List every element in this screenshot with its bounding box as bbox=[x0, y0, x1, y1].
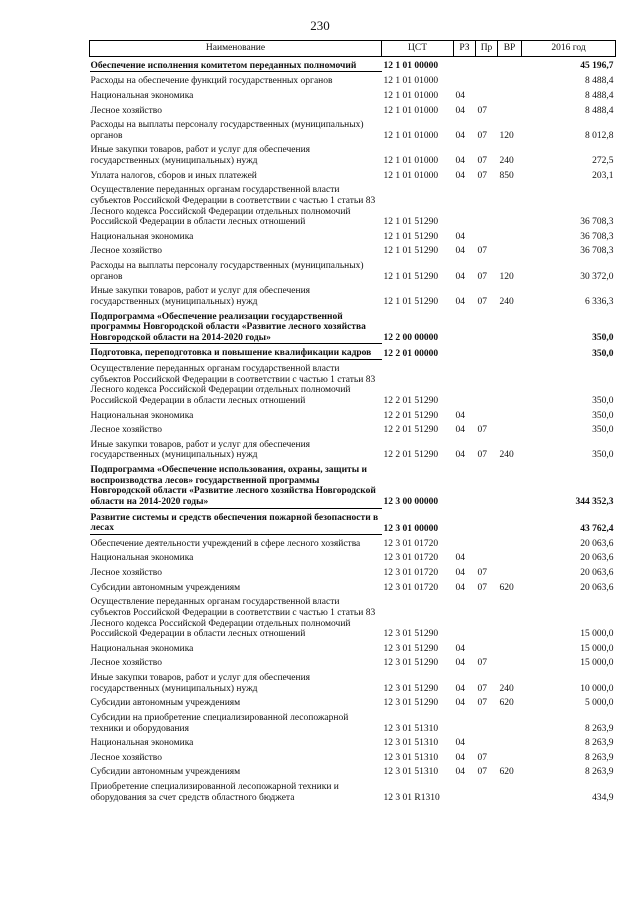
table-row bbox=[90, 87, 616, 102]
row-sum: 5 000,0 bbox=[585, 698, 614, 709]
row-name: Лесное хозяйство bbox=[90, 752, 162, 763]
row-pr: 07 bbox=[477, 568, 487, 578]
row-rz bbox=[454, 56, 476, 72]
row-rz: 04 bbox=[455, 170, 465, 181]
row-pr: 07 bbox=[477, 425, 487, 436]
table-row bbox=[90, 593, 616, 640]
row-vr: 850 bbox=[499, 170, 514, 181]
row-name: Развитие системы и средств обеспечения пожарной безопасности в лесах bbox=[90, 508, 382, 534]
row-rz: 04 bbox=[455, 767, 465, 778]
row-pr bbox=[476, 72, 498, 87]
row-rz: 04 bbox=[455, 296, 465, 307]
table-row bbox=[90, 141, 616, 166]
row-vr bbox=[498, 508, 522, 534]
row-vr bbox=[498, 709, 522, 734]
row-name: Национальная экономика bbox=[90, 231, 194, 242]
row-cst: 12 1 01 01000 bbox=[383, 76, 439, 87]
table-row bbox=[90, 564, 616, 579]
row-cst: 12 3 01 51290 bbox=[383, 643, 439, 654]
row-pr: 07 bbox=[477, 698, 487, 709]
header-vr: ВР bbox=[498, 41, 522, 57]
table-row bbox=[90, 534, 616, 549]
row-cst: 12 1 01 01000 bbox=[383, 105, 439, 116]
table-row bbox=[90, 72, 616, 87]
row-vr bbox=[498, 593, 522, 640]
row-rz bbox=[454, 778, 476, 803]
row-vr bbox=[498, 228, 522, 243]
row-pr bbox=[476, 549, 498, 564]
table-row bbox=[90, 669, 616, 694]
row-pr bbox=[476, 709, 498, 734]
row-name: Уплата налогов, сборов и иных платежей bbox=[90, 170, 257, 181]
row-vr bbox=[498, 534, 522, 549]
row-name: Национальная экономика bbox=[90, 553, 194, 564]
row-rz bbox=[454, 461, 476, 508]
row-rz: 04 bbox=[455, 231, 465, 242]
row-pr bbox=[476, 534, 498, 549]
table-row bbox=[90, 360, 616, 407]
row-rz: 04 bbox=[455, 698, 465, 709]
page-number: 230 bbox=[310, 18, 330, 33]
row-pr: 07 bbox=[477, 170, 487, 181]
row-cst: 12 3 01 51290 bbox=[383, 698, 439, 709]
header-sum: 2016 год bbox=[522, 41, 616, 57]
row-name: Субсидии на приобретение специализированной лесопожарной техники и оборудования bbox=[90, 712, 349, 734]
row-sum: 8 263,9 bbox=[585, 767, 614, 778]
row-rz bbox=[454, 709, 476, 734]
row-vr bbox=[498, 421, 522, 436]
row-pr: 07 bbox=[477, 767, 487, 778]
row-pr bbox=[476, 360, 498, 407]
row-vr bbox=[498, 102, 522, 117]
row-rz: 04 bbox=[455, 683, 465, 694]
row-pr: 07 bbox=[477, 658, 487, 669]
row-sum: 20 063,6 bbox=[580, 582, 614, 593]
row-cst: 12 2 01 51290 bbox=[383, 410, 439, 421]
row-vr: 240 bbox=[499, 683, 514, 694]
row-vr: 120 bbox=[499, 130, 514, 141]
row-rz: 04 bbox=[455, 271, 465, 282]
table-row bbox=[90, 181, 616, 228]
row-pr bbox=[476, 344, 498, 360]
header-name: Наименование bbox=[90, 41, 382, 57]
row-name: Субсидии автономным учреждениям bbox=[90, 582, 241, 593]
table-row bbox=[90, 579, 616, 594]
table-row bbox=[90, 763, 616, 778]
row-cst: 12 1 01 01000 bbox=[383, 156, 439, 166]
row-vr bbox=[498, 360, 522, 407]
row-vr bbox=[498, 72, 522, 87]
row-vr: 240 bbox=[499, 296, 514, 307]
row-sum: 36 708,3 bbox=[580, 246, 614, 257]
row-cst: 12 1 01 51290 bbox=[383, 231, 439, 242]
row-vr bbox=[498, 640, 522, 655]
row-rz: 04 bbox=[455, 568, 465, 578]
row-cst: 12 1 01 00000 bbox=[383, 61, 439, 72]
row-sum: 15 000,0 bbox=[580, 629, 614, 640]
row-pr bbox=[476, 228, 498, 243]
table-row bbox=[90, 436, 616, 461]
header-rz: РЗ bbox=[454, 41, 476, 57]
row-sum: 20 063,6 bbox=[580, 568, 614, 578]
row-cst: 12 3 00 00000 bbox=[383, 497, 439, 508]
row-vr bbox=[498, 181, 522, 228]
row-name: Приобретение специализированной лесопожарной техники и оборудования за счет средств областного бюджета bbox=[90, 782, 339, 803]
table-row bbox=[90, 56, 616, 72]
row-name: Лесное хозяйство bbox=[90, 105, 162, 116]
row-vr: 240 bbox=[499, 156, 514, 166]
row-cst: 12 3 01 51310 bbox=[383, 767, 439, 778]
row-cst: 12 1 01 51290 bbox=[383, 271, 439, 282]
row-rz bbox=[454, 508, 476, 534]
row-sum: 8 012,8 bbox=[585, 130, 614, 141]
row-cst: 12 2 01 51290 bbox=[383, 425, 439, 436]
row-vr bbox=[498, 344, 522, 360]
table-row bbox=[90, 694, 616, 709]
row-vr bbox=[498, 308, 522, 344]
row-name: Национальная экономика bbox=[90, 90, 194, 101]
row-pr bbox=[476, 734, 498, 749]
table-row bbox=[90, 257, 616, 282]
table-row bbox=[90, 640, 616, 655]
row-cst: 12 3 01 00000 bbox=[383, 523, 439, 534]
row-pr: 07 bbox=[477, 296, 487, 307]
row-sum: 10 000,0 bbox=[580, 683, 614, 694]
row-rz bbox=[454, 72, 476, 87]
row-cst: 12 1 01 51290 bbox=[383, 296, 439, 307]
row-rz bbox=[454, 534, 476, 549]
table-row bbox=[90, 734, 616, 749]
row-name: Иные закупки товаров, работ и услуг для обеспечения государственных (муниципальных) нужд bbox=[90, 439, 311, 461]
table-row bbox=[90, 116, 616, 141]
row-rz bbox=[454, 593, 476, 640]
row-pr bbox=[476, 181, 498, 228]
row-sum: 8 488,4 bbox=[585, 105, 614, 116]
row-name: Иные закупки товаров, работ и услуг для обеспечения государственных (муниципальных) нужд bbox=[90, 673, 311, 694]
row-cst: 12 1 01 51290 bbox=[383, 246, 439, 257]
row-name: Субсидии автономным учреждениям bbox=[90, 767, 241, 778]
row-rz: 04 bbox=[455, 425, 465, 436]
row-pr bbox=[476, 778, 498, 803]
row-name: Расходы на выплаты персоналу государственных (муниципальных) органов bbox=[90, 120, 364, 141]
table-row bbox=[90, 407, 616, 422]
table-row bbox=[90, 421, 616, 436]
row-cst: 12 3 01 01720 bbox=[383, 582, 439, 593]
row-pr bbox=[476, 87, 498, 102]
row-sum: 8 263,9 bbox=[585, 738, 614, 749]
row-rz bbox=[454, 360, 476, 407]
row-sum: 36 708,3 bbox=[580, 217, 614, 228]
row-pr: 07 bbox=[477, 752, 487, 763]
row-name: Подготовка, переподготовка и повышение квалификации кадров bbox=[90, 344, 382, 360]
row-pr: 07 bbox=[477, 450, 487, 461]
header-pr: Пр bbox=[476, 41, 498, 57]
row-sum: 350,0 bbox=[592, 348, 614, 359]
table-row bbox=[90, 282, 616, 307]
row-name: Осуществление переданных органам государственной власти субъектов Российской Федерации в соответствии с частью 1 статьи 83 Лесного кодекса Российской Федерации отдельных полномочий Российской Федерации в области лесных отношений bbox=[90, 364, 376, 406]
row-sum: 15 000,0 bbox=[580, 643, 614, 654]
table-row bbox=[90, 102, 616, 117]
row-vr bbox=[498, 56, 522, 72]
table-header-row bbox=[90, 41, 616, 57]
row-name: Обеспечение исполнения комитетом переданных полномочий bbox=[90, 56, 382, 72]
row-sum: 350,0 bbox=[592, 450, 614, 461]
row-rz: 04 bbox=[455, 658, 465, 669]
row-name: Осуществление переданных органам государственной власти субъектов Российской Федерации в соответствии с частью 1 статьи 83 Лесного кодекса Российской Федерации отдельных полномочий Российской Федерации в области лесных отношений bbox=[90, 185, 376, 228]
budget-table bbox=[89, 40, 616, 803]
row-cst: 12 3 01 01720 bbox=[383, 538, 439, 549]
row-name: Субсидии автономным учреждениям bbox=[90, 698, 241, 709]
row-vr: 620 bbox=[499, 582, 514, 593]
table-row bbox=[90, 228, 616, 243]
row-sum: 203,1 bbox=[592, 170, 614, 181]
row-name: Подпрограмма «Обеспечение использования, охраны, защиты и воспроизводства лесов» государственной программы Новгородской области «Развитие лесного хозяйства Новгородской области на 2014-2020 годы» bbox=[90, 461, 382, 508]
row-pr: 07 bbox=[477, 683, 487, 694]
row-rz: 04 bbox=[455, 450, 465, 461]
row-name: Иные закупки товаров, работ и услуг для обеспечения государственных (муниципальных) нужд bbox=[90, 145, 311, 166]
row-sum: 8 488,4 bbox=[585, 90, 614, 101]
row-cst: 12 3 01 51310 bbox=[383, 723, 439, 734]
row-name: Лесное хозяйство bbox=[90, 658, 162, 669]
row-name: Национальная экономика bbox=[90, 643, 194, 654]
row-name: Лесное хозяйство bbox=[90, 568, 162, 578]
row-cst: 12 3 01 51310 bbox=[383, 752, 439, 763]
row-rz bbox=[454, 308, 476, 344]
row-rz: 04 bbox=[455, 582, 465, 593]
row-pr: 07 bbox=[477, 105, 487, 116]
table-row bbox=[90, 461, 616, 508]
row-cst: 12 3 01 R1310 bbox=[383, 792, 440, 803]
table-row bbox=[90, 508, 616, 534]
row-cst: 12 3 01 01720 bbox=[383, 553, 439, 564]
row-sum: 350,0 bbox=[592, 410, 614, 421]
row-sum: 434,9 bbox=[592, 792, 614, 803]
row-name: Национальная экономика bbox=[90, 738, 194, 749]
row-vr: 120 bbox=[499, 271, 514, 282]
table-row bbox=[90, 778, 616, 803]
row-name: Расходы на обеспечение функций государственных органов bbox=[90, 76, 333, 87]
row-cst: 12 2 01 51290 bbox=[383, 395, 439, 406]
row-vr bbox=[498, 778, 522, 803]
row-rz: 04 bbox=[455, 90, 465, 101]
row-rz: 04 bbox=[455, 643, 465, 654]
row-pr: 07 bbox=[477, 246, 487, 257]
row-cst: 12 1 01 01000 bbox=[383, 170, 439, 181]
row-rz: 04 bbox=[455, 738, 465, 749]
row-pr bbox=[476, 308, 498, 344]
row-sum: 43 762,4 bbox=[580, 523, 614, 534]
row-cst: 12 3 01 01720 bbox=[383, 568, 439, 578]
row-pr: 07 bbox=[477, 130, 487, 141]
row-sum: 15 000,0 bbox=[580, 658, 614, 669]
row-cst: 12 1 01 01000 bbox=[383, 130, 439, 141]
row-vr: 620 bbox=[499, 767, 514, 778]
row-sum: 8 263,9 bbox=[585, 723, 614, 734]
row-cst: 12 3 01 51290 bbox=[383, 658, 439, 669]
row-vr bbox=[498, 654, 522, 669]
row-name: Иные закупки товаров, работ и услуг для обеспечения государственных (муниципальных) нужд bbox=[90, 286, 311, 307]
row-vr bbox=[498, 734, 522, 749]
row-sum: 30 372,0 bbox=[580, 271, 614, 282]
row-pr bbox=[476, 461, 498, 508]
row-sum: 20 063,6 bbox=[580, 553, 614, 564]
row-cst: 12 1 01 51290 bbox=[383, 217, 439, 228]
row-sum: 8 263,9 bbox=[585, 752, 614, 763]
table-row bbox=[90, 654, 616, 669]
row-sum: 272,5 bbox=[592, 156, 614, 166]
row-rz bbox=[454, 181, 476, 228]
row-pr bbox=[476, 407, 498, 422]
row-vr bbox=[498, 407, 522, 422]
table-row bbox=[90, 242, 616, 257]
row-rz: 04 bbox=[455, 410, 465, 421]
row-cst: 12 2 01 51290 bbox=[383, 450, 439, 461]
row-pr: 07 bbox=[477, 582, 487, 593]
row-pr: 07 bbox=[477, 156, 487, 166]
row-cst: 12 3 01 51290 bbox=[383, 683, 439, 694]
row-rz bbox=[454, 344, 476, 360]
row-name: Лесное хозяйство bbox=[90, 246, 162, 257]
table-row bbox=[90, 167, 616, 182]
row-pr bbox=[476, 56, 498, 72]
row-vr bbox=[498, 461, 522, 508]
row-cst: 12 3 01 51310 bbox=[383, 738, 439, 749]
row-sum: 36 708,3 bbox=[580, 231, 614, 242]
row-rz: 04 bbox=[455, 246, 465, 257]
row-rz: 04 bbox=[455, 105, 465, 116]
table-row bbox=[90, 749, 616, 764]
row-sum: 350,0 bbox=[592, 333, 614, 344]
row-vr: 620 bbox=[499, 698, 514, 709]
row-sum: 344 352,3 bbox=[575, 497, 614, 508]
row-cst: 12 3 01 51290 bbox=[383, 629, 439, 640]
row-sum: 6 336,3 bbox=[585, 296, 614, 307]
row-name: Расходы на выплаты персоналу государственных (муниципальных) органов bbox=[90, 261, 364, 282]
row-sum: 20 063,6 bbox=[580, 538, 614, 549]
row-vr bbox=[498, 549, 522, 564]
table-row bbox=[90, 549, 616, 564]
row-pr bbox=[476, 640, 498, 655]
row-vr: 240 bbox=[499, 450, 514, 461]
row-pr bbox=[476, 593, 498, 640]
row-cst: 12 1 01 01000 bbox=[383, 90, 439, 101]
row-vr bbox=[498, 749, 522, 764]
row-pr bbox=[476, 508, 498, 534]
row-sum: 350,0 bbox=[592, 425, 614, 436]
row-sum: 45 196,7 bbox=[580, 61, 614, 72]
row-cst: 12 2 00 00000 bbox=[383, 333, 439, 344]
row-name: Обеспечение деятельности учреждений в сфере лесного хозяйства bbox=[90, 538, 361, 549]
row-name: Лесное хозяйство bbox=[90, 425, 162, 436]
table-row bbox=[90, 709, 616, 734]
row-sum: 350,0 bbox=[592, 395, 614, 406]
row-name: Подпрограмма «Обеспечение реализации государственной программы Новгородской области «Развитие лесного хозяйства Новгородской области на 2014-2020 годы» bbox=[90, 308, 382, 344]
table-row bbox=[90, 308, 616, 344]
row-pr: 07 bbox=[477, 271, 487, 282]
row-name: Осуществление переданных органам государственной власти субъектов Российской Федерации в соответствии с частью 1 статьи 83 Лесного кодекса Российской Федерации отдельных полномочий Российской Федерации в области лесных отношений bbox=[90, 597, 376, 640]
row-vr bbox=[498, 564, 522, 579]
row-rz: 04 bbox=[455, 752, 465, 763]
header-cst: ЦСТ bbox=[382, 41, 454, 57]
row-name: Национальная экономика bbox=[90, 410, 194, 421]
row-vr bbox=[498, 242, 522, 257]
row-rz: 04 bbox=[455, 130, 465, 141]
row-sum: 8 488,4 bbox=[585, 76, 614, 87]
row-rz: 04 bbox=[455, 156, 465, 166]
row-cst: 12 2 01 00000 bbox=[383, 348, 439, 359]
row-vr bbox=[498, 87, 522, 102]
table-row bbox=[90, 344, 616, 360]
row-rz: 04 bbox=[455, 553, 465, 564]
